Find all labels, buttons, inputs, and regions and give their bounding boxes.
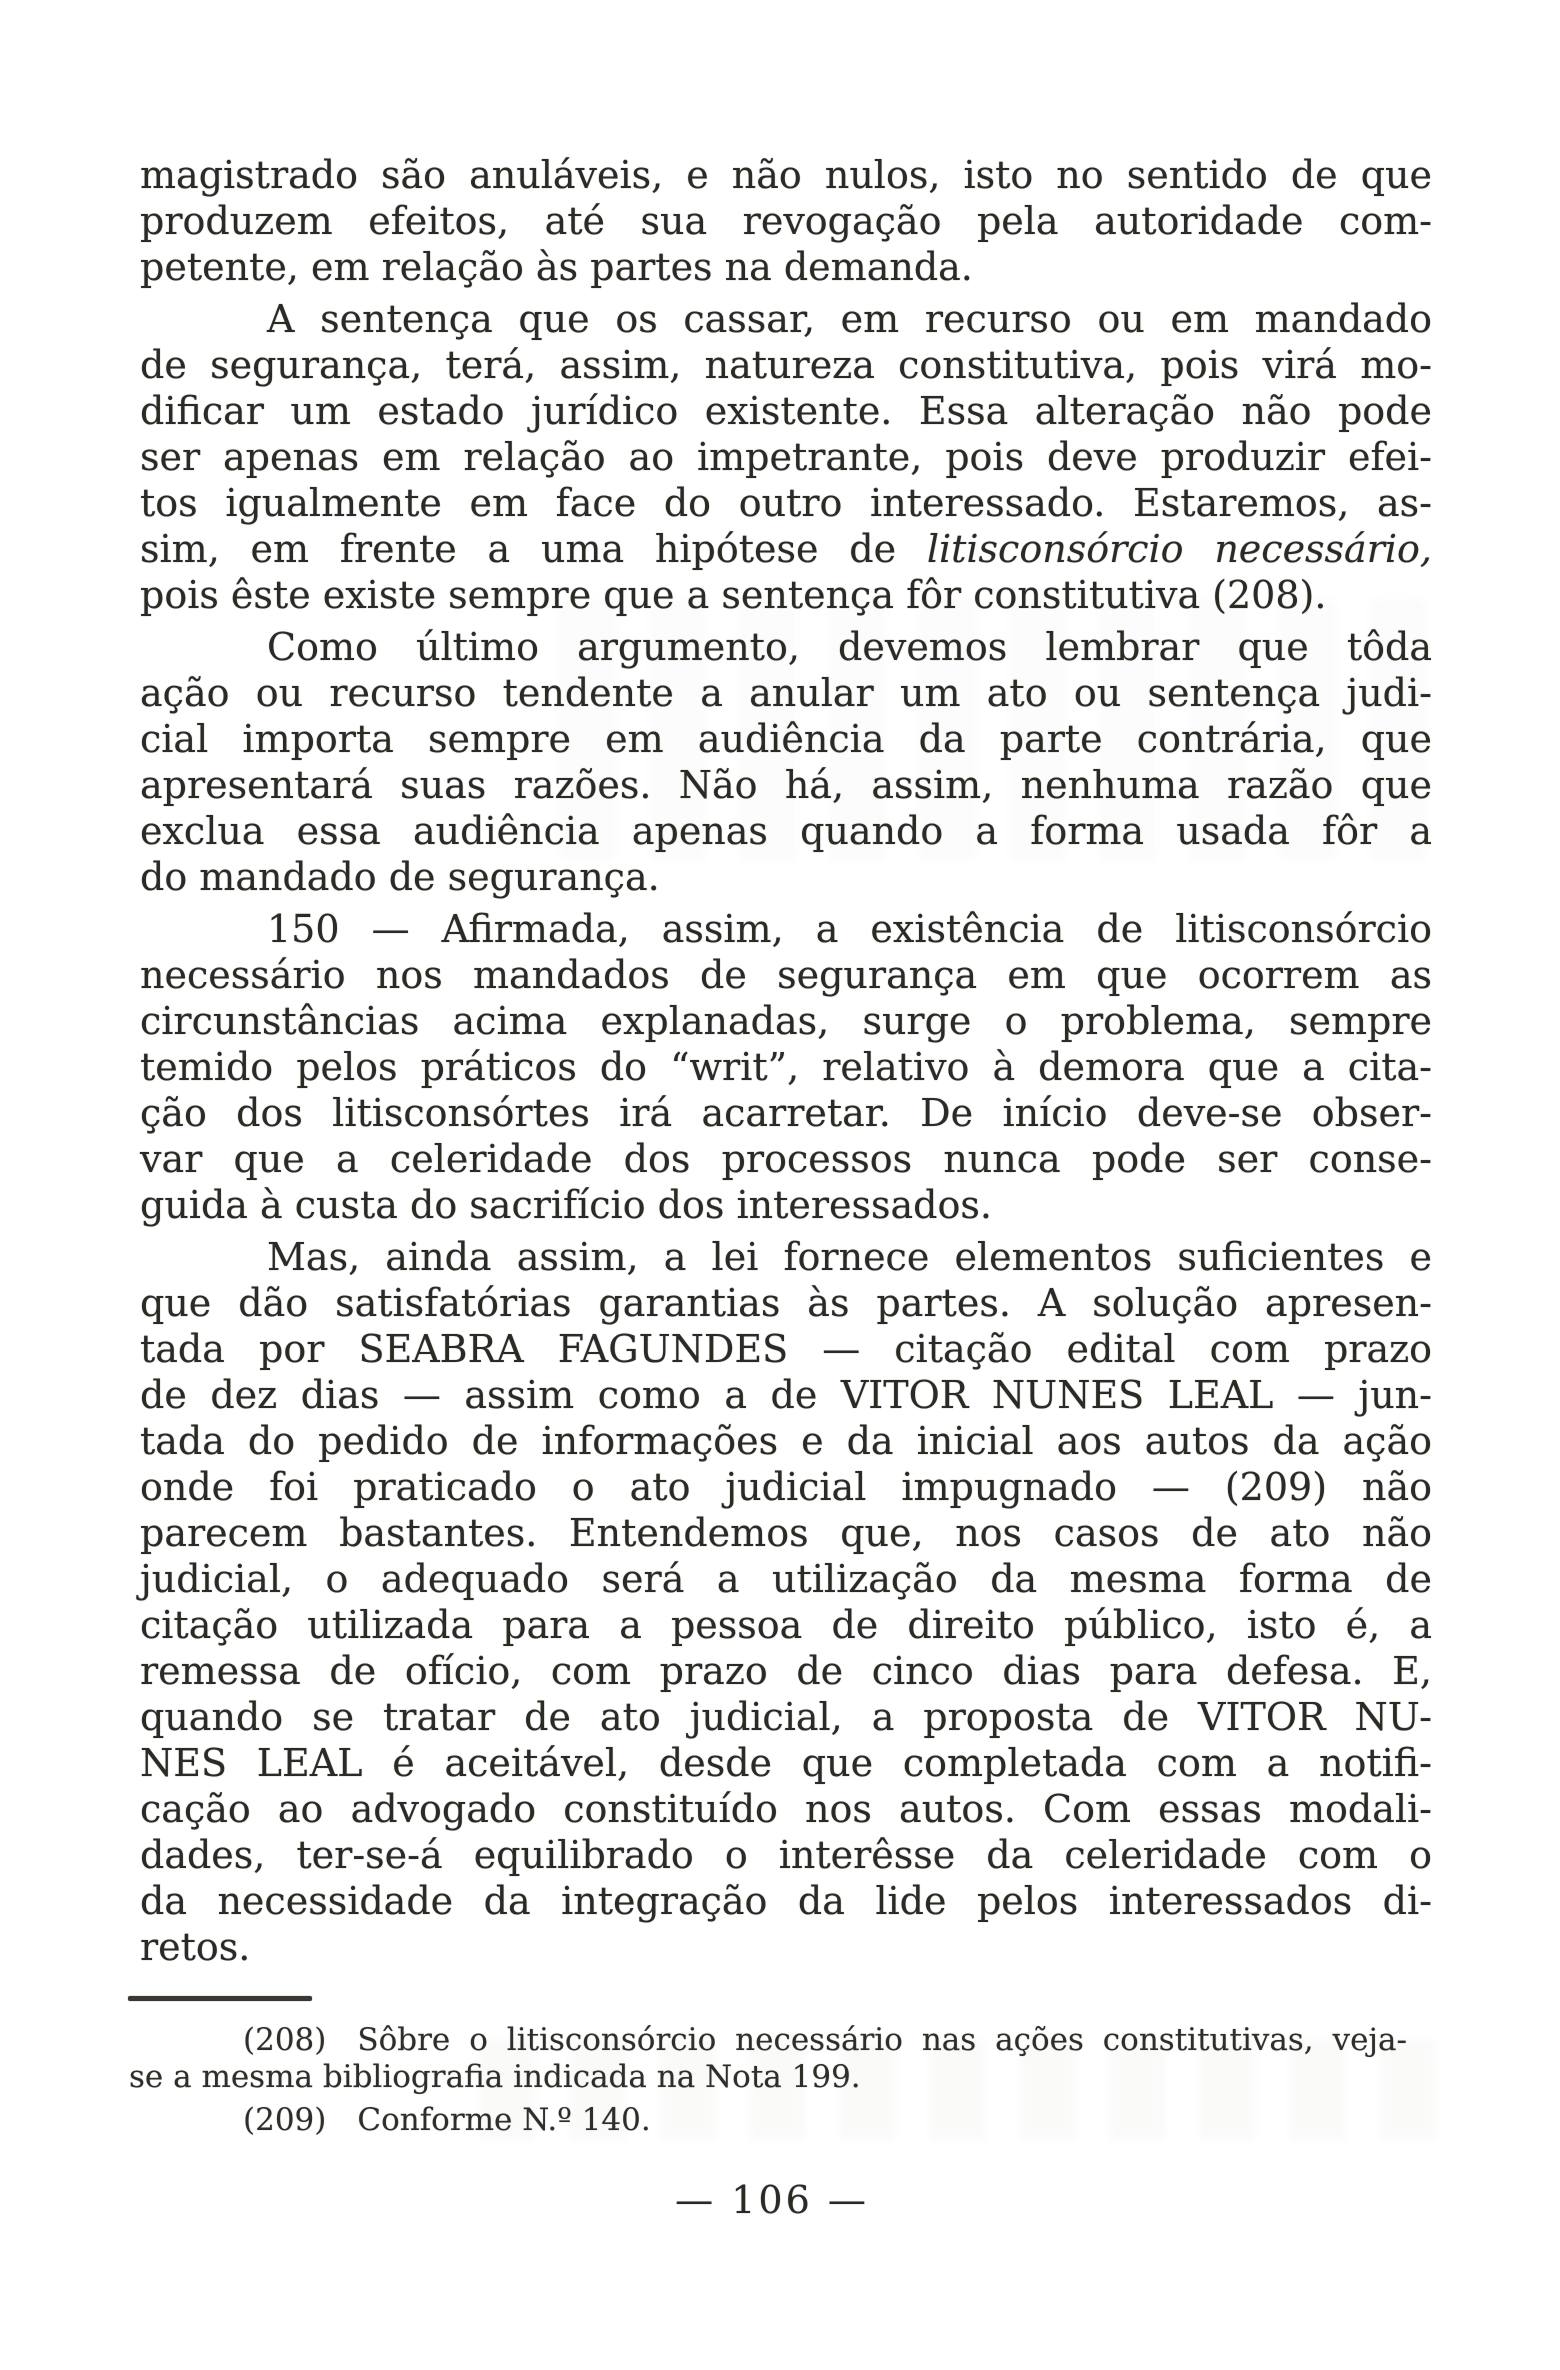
italic-text-segment: litisconsórcio necessário, bbox=[926, 527, 1432, 571]
text-line: temido pelos práticos do “writ”, relativo à demora que a cita- bbox=[140, 1045, 1432, 1089]
text-line: dificar um estado jurídico existente. Essa alteração não pode bbox=[140, 389, 1432, 433]
text-line: de dez dias — assim como a de VITOR NUNES LEAL — jun- bbox=[140, 1373, 1432, 1417]
text-line: Como último argumento, devemos lembrar que tôda bbox=[267, 625, 1432, 669]
text-line: (209) Conforme N.º 140. bbox=[243, 2102, 651, 2138]
text-line: remessa de ofício, com prazo de cinco dias para defesa. E, bbox=[140, 1649, 1432, 1693]
text-line: petente, em relação às partes na demanda. bbox=[140, 245, 973, 289]
text-line: cial importa sempre em audiência da parte contrária, que bbox=[140, 717, 1432, 761]
text-line: magistrado são anuláveis, e não nulos, isto no sentido de que bbox=[140, 153, 1432, 197]
text-line: apresentará suas razões. Não há, assim, nenhuma razão que bbox=[140, 763, 1432, 807]
text-line: parecem bastantes. Entendemos que, nos casos de ato não bbox=[140, 1511, 1432, 1555]
text-line: que dão satisfatórias garantias às partes. A solução apresen- bbox=[140, 1281, 1432, 1325]
text-line: cação ao advogado constituído nos autos. Com essas modali- bbox=[140, 1787, 1432, 1831]
text-line: tada por SEABRA FAGUNDES — citação edital com prazo bbox=[140, 1327, 1432, 1371]
paragraph bbox=[140, 624, 1432, 900]
paragraph bbox=[140, 906, 1432, 1228]
text-line: dades, ter-se-á equilibrado o interêsse da celeridade com o bbox=[140, 1833, 1432, 1877]
text-line: tos igualmente em face do outro interessado. Estaremos, as- bbox=[140, 481, 1432, 525]
text-line: onde foi praticado o ato judicial impugnado — (209) não bbox=[140, 1465, 1432, 1509]
text-line: exclua essa audiência apenas quando a forma usada fôr a bbox=[140, 809, 1432, 853]
footnote-divider-rule bbox=[128, 1996, 312, 2001]
text-line: NES LEAL é aceitável, desde que completada com a notifi- bbox=[140, 1741, 1432, 1785]
text-line: ser apenas em relação ao impetrante, pois deve produzir efei- bbox=[140, 435, 1432, 479]
text-line: citação utilizada para a pessoa de direito público, isto é, a bbox=[140, 1603, 1432, 1647]
text-line: se a mesma bibliografia indicada na Nota 199. bbox=[129, 2059, 861, 2095]
text-line: var que a celeridade dos processos nunca pode ser conse- bbox=[140, 1137, 1432, 1181]
paragraph bbox=[129, 2102, 1407, 2139]
text-line: circunstâncias acima explanadas, surge o problema, sempre bbox=[140, 999, 1432, 1043]
text-line: (208) Sôbre o litisconsórcio necessário nas ações constitutivas, veja- bbox=[243, 2022, 1407, 2058]
text-line: da necessidade da integração da lide pelos interessados di- bbox=[140, 1879, 1432, 1923]
text-line: de segurança, terá, assim, natureza constitutiva, pois virá mo- bbox=[140, 343, 1432, 387]
text-line: judicial, o adequado será a utilização da mesma forma de bbox=[140, 1557, 1432, 1601]
text-line: pois êste existe sempre que a sentença fôr constitutiva (208). bbox=[140, 573, 1327, 617]
text-line: ação ou recurso tendente a anular um ato ou sentença judi- bbox=[140, 671, 1432, 715]
page-number: — 106 — bbox=[675, 2178, 869, 2222]
text-line: ção dos litisconsórtes irá acarretar. De início deve-se obser- bbox=[140, 1091, 1432, 1135]
text-line: guida à custa do sacrifício dos interessados. bbox=[140, 1183, 992, 1227]
footnotes bbox=[129, 2022, 1407, 2139]
text-segment: sim, em frente a uma hipótese de bbox=[140, 527, 927, 571]
paragraph bbox=[140, 1234, 1432, 1970]
text-line: produzem efeitos, até sua revogação pela autoridade com- bbox=[140, 199, 1432, 243]
paragraph bbox=[140, 152, 1432, 290]
paragraph bbox=[140, 296, 1432, 618]
text-line: tada do pedido de informações e da inicial aos autos da ação bbox=[140, 1419, 1432, 1463]
text-line: 150 — Afirmada, assim, a existência de litisconsórcio bbox=[267, 907, 1432, 951]
text-line: do mandado de segurança. bbox=[140, 855, 660, 899]
text-line: Mas, ainda assim, a lei fornece elementos suficientes e bbox=[267, 1235, 1432, 1279]
text-line: A sentença que os cassar, em recurso ou em mandado bbox=[267, 297, 1432, 341]
paragraph bbox=[129, 2022, 1407, 2096]
text-line: quando se tratar de ato judicial, a proposta de VITOR NU- bbox=[140, 1695, 1432, 1739]
body-text bbox=[140, 152, 1432, 1970]
text-line: necessário nos mandados de segurança em que ocorrem as bbox=[140, 953, 1432, 997]
text-line: retos. bbox=[140, 1925, 251, 1969]
text-line bbox=[140, 526, 1432, 572]
